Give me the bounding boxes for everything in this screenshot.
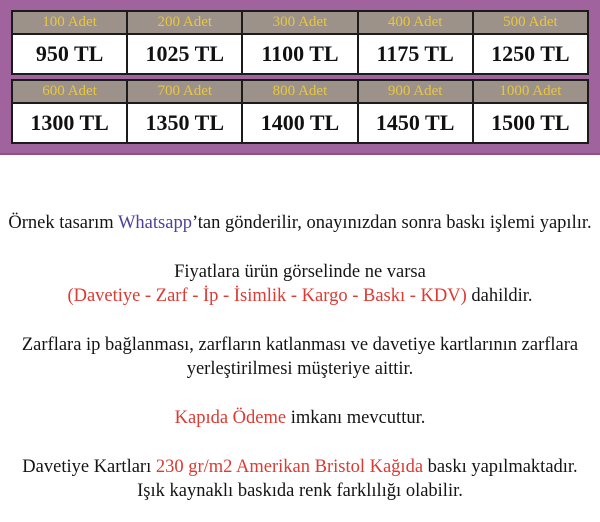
price-cell: 1250 TL bbox=[473, 34, 588, 74]
qty-header-cell: 700 Adet bbox=[127, 80, 242, 103]
price-cell: 1300 TL bbox=[12, 103, 127, 143]
qty-header-cell: 400 Adet bbox=[358, 11, 473, 34]
price-banner bbox=[0, 0, 600, 155]
qty-header-row bbox=[12, 11, 588, 34]
note-text: dahildir. bbox=[466, 286, 533, 306]
price-row bbox=[12, 34, 588, 74]
note-text: imkanı mevcuttur. bbox=[286, 408, 426, 428]
price-cell: 1500 TL bbox=[473, 103, 588, 143]
paper-red-text: 230 gr/m2 Amerikan Bristol Kağıda bbox=[155, 457, 424, 477]
price-row bbox=[12, 103, 588, 143]
price-cell: 1400 TL bbox=[242, 103, 357, 143]
note-text: Işık kaynaklı baskıda renk farklılığı olabilir. bbox=[137, 481, 463, 501]
price-table-600-1000 bbox=[11, 79, 589, 144]
note-text: Zarflara ip bağlanması, zarfların katlanması ve davetiye kartlarının zarflara bbox=[21, 335, 579, 355]
whatsapp-text: Whatsapp bbox=[117, 213, 192, 233]
qty-header-cell: 800 Adet bbox=[242, 80, 357, 103]
note-cash-on-delivery bbox=[0, 406, 600, 430]
includes-red-text: (Davetiye - Zarf - İp - İsimlik - Kargo - Baskı - KDV) bbox=[67, 286, 467, 306]
qty-header-cell: 200 Adet bbox=[127, 11, 242, 34]
note-text: ’tan gönderilir, onayınızdan sonra baskı işlemi yapılır. bbox=[191, 213, 592, 233]
qty-header-cell: 900 Adet bbox=[358, 80, 473, 103]
qty-header-cell: 300 Adet bbox=[242, 11, 357, 34]
qty-header-cell: 1000 Adet bbox=[473, 80, 588, 103]
price-table-100-500 bbox=[11, 10, 589, 75]
qty-header-cell: 500 Adet bbox=[473, 11, 588, 34]
qty-header-row bbox=[12, 80, 588, 103]
note-paper-and-color bbox=[0, 455, 600, 503]
qty-header-cell: 100 Adet bbox=[12, 11, 127, 34]
price-cell: 1450 TL bbox=[358, 103, 473, 143]
price-cell: 950 TL bbox=[12, 34, 127, 74]
price-cell: 1100 TL bbox=[242, 34, 357, 74]
note-assembly bbox=[0, 333, 600, 381]
note-text: Davetiye Kartları bbox=[22, 457, 156, 477]
note-text: Örnek tasarım bbox=[8, 213, 118, 233]
note-text: baskı yapılmaktadır. bbox=[423, 457, 578, 477]
note-text: yerleştirilmesi müşteriye aittir. bbox=[186, 359, 414, 379]
price-cell: 1025 TL bbox=[127, 34, 242, 74]
price-cell: 1175 TL bbox=[358, 34, 473, 74]
cod-red-text: Kapıda Ödeme bbox=[174, 408, 287, 428]
note-text: Fiyatlara ürün görselinde ne varsa bbox=[174, 262, 426, 282]
note-design-approval bbox=[0, 211, 600, 235]
note-price-includes bbox=[0, 260, 600, 308]
info-notes bbox=[0, 155, 600, 503]
price-cell: 1350 TL bbox=[127, 103, 242, 143]
qty-header-cell: 600 Adet bbox=[12, 80, 127, 103]
